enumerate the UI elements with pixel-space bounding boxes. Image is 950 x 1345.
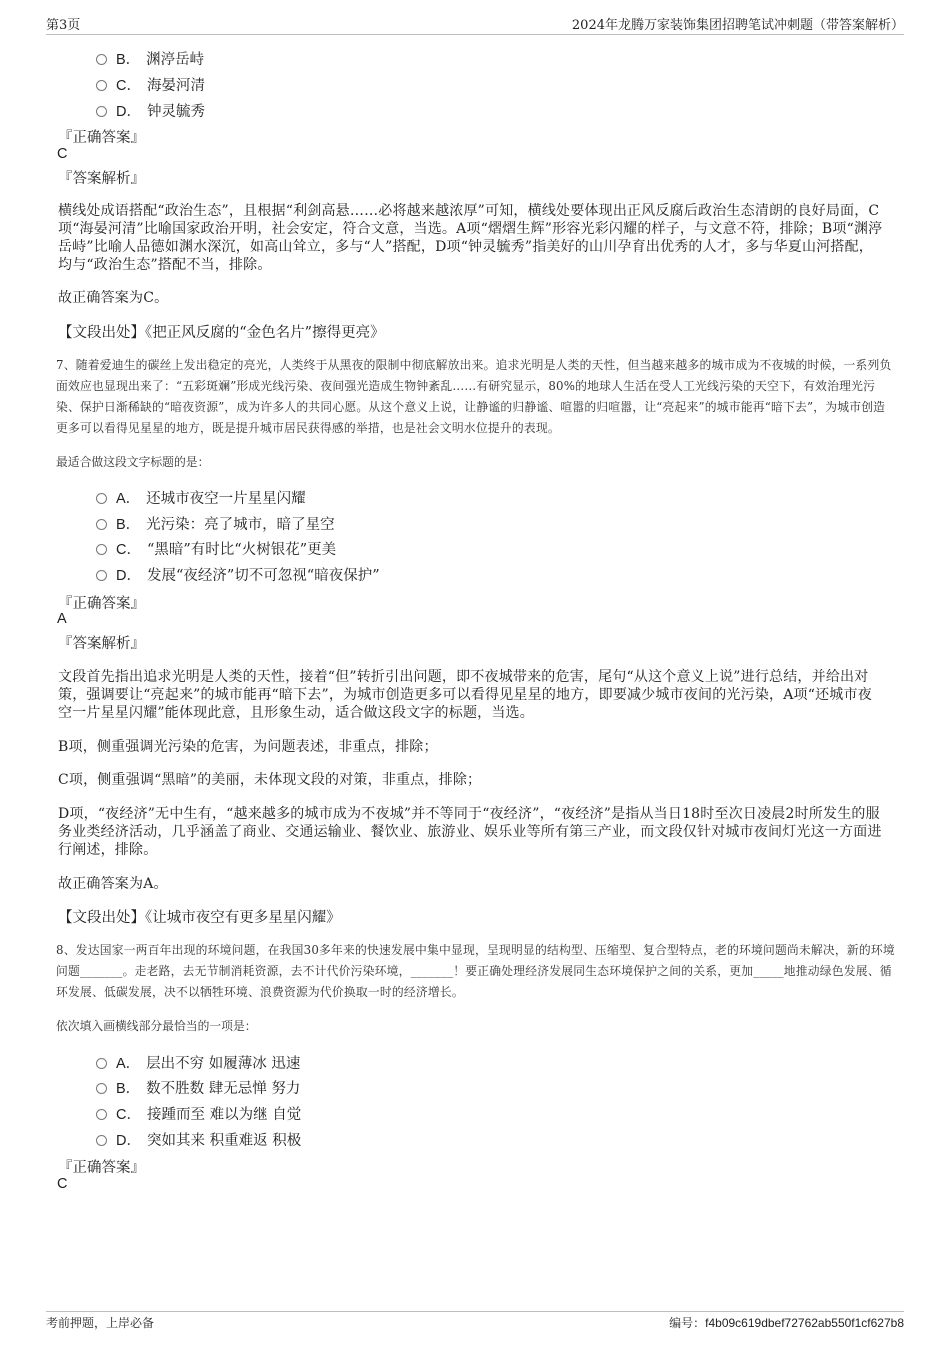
q7-analysis-b: B项，侧重强调光污染的危害，为问题表述，非重点，排除； <box>58 739 438 755</box>
q7-analysis-d: D项，“夜经济”无中生有，“越来越多的城市成为不夜城”并不等同于“夜经济”，“夜经济”是指从当日18时至次日凌晨2时所发生的服务业类经济活动，几乎涵盖了商业、交通运输业、餐饮业、旅游业、娱乐业等所有第三产业，而文段仅针对城市夜间灯光这一方面进行阐述，排除。 <box>58 806 882 858</box>
q8-prompt: 依次填入画横线部分最恰当的一项是： <box>56 1019 257 1033</box>
page-number: 第3页 <box>46 18 81 33</box>
radio-icon[interactable] <box>96 519 107 530</box>
q6-answer-label: 『正确答案』 <box>58 130 145 146</box>
q8-option-b[interactable]: B． 数不胜数 肆无忌惮 努力 <box>96 1077 300 1098</box>
q8-option-d[interactable]: D． 突如其来 积重难返 积极 <box>96 1129 301 1150</box>
radio-icon[interactable] <box>96 1135 107 1146</box>
q7-source: 【文段出处】《让城市夜空有更多星星闪耀》 <box>58 910 341 926</box>
q6-option-d[interactable]: D． 钟灵毓秀 <box>96 100 205 121</box>
q6-conclusion: 故正确答案为C。 <box>58 290 169 306</box>
q8-option-c[interactable]: C． 接踵而至 难以为继 自觉 <box>96 1103 301 1124</box>
document-title: 2024年龙腾万家装饰集团招聘笔试冲刺题（带答案解析） <box>571 18 904 33</box>
radio-icon[interactable] <box>96 1083 107 1094</box>
q6-analysis-label: 『答案解析』 <box>58 171 145 187</box>
radio-icon[interactable] <box>96 54 107 65</box>
q6-analysis-text: 横线处成语搭配“政治生态”，且根据“利剑高悬……必将越来越浓厚”可知，横线处要体现出正风反腐后政治生态清朗的良好局面，C项“海晏河清”比喻国家政治开明，社会安定，符合文意，当选。A项“熠熠生辉”形容光彩闪耀的样子，与文意不符，排除；B项“渊渟岳峙”比喻人品德如渊水深沉，如高山耸立，多与“人”搭配，D项“钟灵毓秀”指美好的山川孕育出优秀的人才，多与华夏山河搭配，均与“政治生态”搭配不当，排除。 <box>58 203 883 273</box>
radio-icon[interactable] <box>96 1109 107 1120</box>
q7-option-d[interactable]: D． 发展“夜经济”切不可忽视“暗夜保护” <box>96 564 380 585</box>
q8-answer: C <box>57 1176 68 1192</box>
q7-prompt: 最适合做这段文字标题的是： <box>56 455 210 469</box>
q6-source: 【文段出处】《把正风反腐的“金色名片”擦得更亮》 <box>58 325 385 341</box>
q7-option-c[interactable]: C． “黑暗”有时比“火树银花”更美 <box>96 538 336 559</box>
page-footer <box>46 1311 904 1330</box>
radio-icon[interactable] <box>96 544 107 555</box>
radio-icon[interactable] <box>96 1058 107 1069</box>
q7-stem: 7、随着爱迪生的碳丝上发出稳定的亮光，人类终于从黑夜的限制中彻底解放出来。追求光明是人类的天性，但当越来越多的城市成为不夜城的时候，一系列负面效应也显现出来了：“五彩斑斓”形成光线污染、夜间强光造成生物钟紊乱……有研究显示，80%的地球人生活在受人工光线污染的天空下，有效治理光污染、保护日渐稀缺的“暗夜资源”，成为许多人的共同心愿。从这个意义上说，让静谧的归静谧、喧嚣的归喧嚣，让“亮起来”的城市能再“暗下去”，为城市创造更多可以看得见星星的地方，既是提升城市居民获得感的举措，也是社会文明水位提升的表现。 <box>56 358 892 435</box>
document-code: 编号：f4b09c619dbef72762ab550f1cf627b8 <box>669 1316 904 1330</box>
q8-answer-label: 『正确答案』 <box>58 1160 145 1176</box>
q7-option-b[interactable]: B． 光污染：亮了城市，暗了星空 <box>96 513 335 534</box>
q7-option-a[interactable]: A． 还城市夜空一片星星闪耀 <box>96 487 306 508</box>
q7-analysis-text: 文段首先指出追求光明是人类的天性，接着“但”转折引出问题，即不夜城带来的危害，尾句“从这个意义上说”进行总结，并给出对策，强调要让“亮起来”的城市能再“暗下去”，为城市创造更多可以看得见星星的地方，即要减少城市夜间的光污染，A项“还城市夜空一片星星闪耀”能体现此意，且形象生动，适合做这段文字的标题，当选。 <box>58 669 872 721</box>
q8-stem: 8、发达国家一两百年出现的环境问题，在我国30多年来的快速发展中集中显现，呈现明显的结构型、压缩型、复合型特点，老的环境问题尚未解决，新的环境问题_______。走老路，去无节制消耗资源，去不计代价污染环境，_______！要正确处理经济发展同生态环境保护之间的关系，更加_____地推动绿色发展、循环发展、低碳发展，决不以牺牲环境、浪费资源为代价换取一时的经济增长。 <box>56 943 895 999</box>
q7-answer: A <box>57 611 67 627</box>
q7-conclusion: 故正确答案为A。 <box>58 876 168 892</box>
footer-slogan: 考前押题，上岸必备 <box>46 1316 155 1330</box>
radio-icon[interactable] <box>96 570 107 581</box>
radio-icon[interactable] <box>96 106 107 117</box>
q6-answer: C <box>57 146 68 162</box>
radio-icon[interactable] <box>96 493 107 504</box>
q7-analysis-label: 『答案解析』 <box>58 636 145 652</box>
radio-icon[interactable] <box>96 80 107 91</box>
q7-analysis-c: C项，侧重强调“黑暗”的美丽，未体现文段的对策，非重点，排除； <box>58 772 482 788</box>
q8-option-a[interactable]: A． 层出不穷 如履薄冰 迅速 <box>96 1052 300 1073</box>
q6-option-c[interactable]: C． 海晏河清 <box>96 74 205 95</box>
q7-answer-label: 『正确答案』 <box>58 596 145 612</box>
page-header <box>46 14 904 35</box>
q6-option-b[interactable]: B． 渊渟岳峙 <box>96 48 204 69</box>
